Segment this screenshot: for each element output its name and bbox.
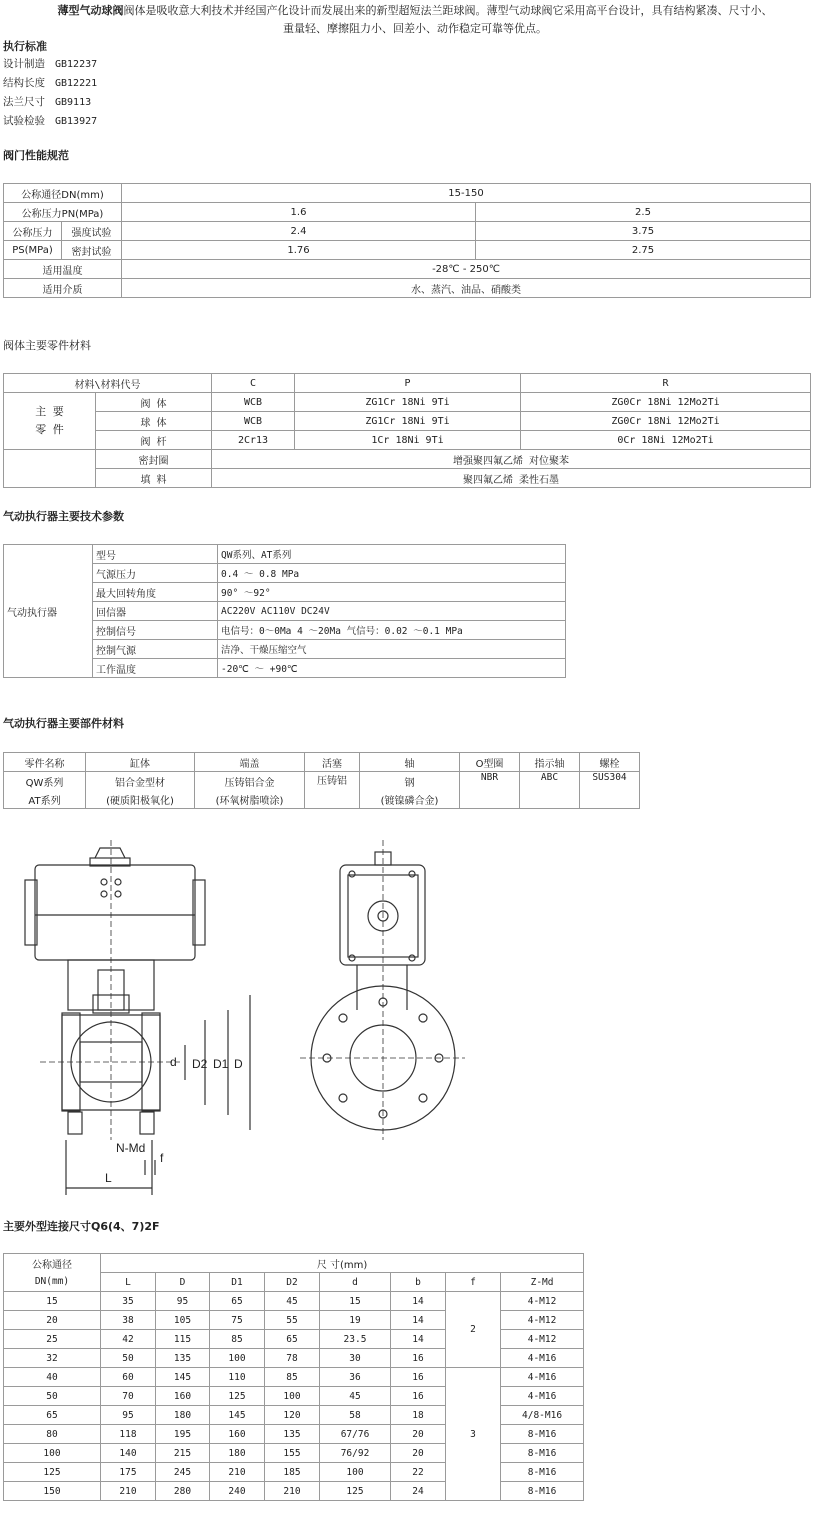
actuator-group: 气动执行器 <box>4 545 93 678</box>
dim-cell: 150 <box>4 1482 101 1501</box>
param-key: 最大回转角度 <box>93 583 218 602</box>
seal-value: 2.75 <box>476 241 811 260</box>
dim-cell: 4-M16 <box>501 1387 584 1406</box>
ps-unit: PS(MPa) <box>4 241 62 260</box>
intro-text-line2: 重量轻、摩擦阻力小、回差小、动作稳定可靠等优点。 <box>283 22 547 35</box>
endcap-note: (环氧树脂喷涂) <box>195 790 305 809</box>
material-r: ZG0Cr 18Ni 12Mo2Ti <box>521 412 811 431</box>
dim-cell: 45 <box>320 1387 391 1406</box>
temp-value: -28℃ - 250℃ <box>122 260 811 279</box>
parts-title: 气动执行器主要部件材料 <box>3 717 124 730</box>
standards-title: 执行标准 <box>3 40 47 53</box>
material-p: ZG1Cr 18Ni 9Ti <box>295 393 521 412</box>
dim-cell: 15 <box>320 1292 391 1311</box>
side-view <box>300 840 465 1140</box>
piston-material: 压铸铝 <box>305 772 360 809</box>
parts-header: 端盖 <box>195 753 305 772</box>
dim-cell: 8-M16 <box>501 1444 584 1463</box>
dim-cell: 95 <box>101 1406 156 1425</box>
dim-cell: 15 <box>4 1292 101 1311</box>
param-value: QW系列、AT系列 <box>218 545 566 564</box>
table-row <box>4 1368 584 1387</box>
strength-value: 2.4 <box>122 222 476 241</box>
dim-cell: 18 <box>391 1406 446 1425</box>
table-row <box>4 1292 584 1311</box>
material-r: ZG0Cr 18Ni 12Mo2Ti <box>521 393 811 412</box>
param-value: 电信号：0～0Ma 4 ～20Ma 气信号：0.02 ～0.1 MPa <box>218 621 566 640</box>
shaft-note: (镀镍磷合金) <box>360 790 460 809</box>
dim-cell: 240 <box>210 1482 265 1501</box>
dim-cell: 85 <box>210 1330 265 1349</box>
dim-cell: 23.5 <box>320 1330 391 1349</box>
dim-cell: 4/8-M16 <box>501 1406 584 1425</box>
f-group-cell: 2 <box>446 1292 501 1368</box>
dim-cell: 76/92 <box>320 1444 391 1463</box>
dim-cell: 215 <box>156 1444 210 1463</box>
pn-value: 2.5 <box>476 203 811 222</box>
dim-cell: 24 <box>391 1482 446 1501</box>
dim-cell: 35 <box>101 1292 156 1311</box>
dim-cell: 16 <box>391 1387 446 1406</box>
col-header: D2 <box>265 1273 320 1292</box>
pn-value: 1.6 <box>122 203 476 222</box>
dim-cell: 210 <box>210 1463 265 1482</box>
dim-cell: 16 <box>391 1368 446 1387</box>
dim-label-d2: D2 <box>192 1057 208 1071</box>
dim-cell: 32 <box>4 1349 101 1368</box>
strength-value: 3.75 <box>476 222 811 241</box>
dim-cell: 245 <box>156 1463 210 1482</box>
dim-cell: 19 <box>320 1311 391 1330</box>
dim-cell: 25 <box>4 1330 101 1349</box>
dim-cell: 30 <box>320 1349 391 1368</box>
dim-cell: 38 <box>101 1311 156 1330</box>
col-header: D <box>156 1273 210 1292</box>
dim-cell: 125 <box>210 1387 265 1406</box>
param-key: 气源压力 <box>93 564 218 583</box>
dimension-labels <box>105 1055 243 1185</box>
dim-cell: 65 <box>4 1406 101 1425</box>
seal-label: 密封试验 <box>62 241 122 260</box>
dim-cell: 70 <box>101 1387 156 1406</box>
bolt-material: SUS304 <box>580 772 640 809</box>
dim-cell: 42 <box>101 1330 156 1349</box>
seal-value: 1.76 <box>122 241 476 260</box>
parts-header: 缸体 <box>86 753 195 772</box>
actuator-title: 气动执行器主要技术参数 <box>3 510 124 523</box>
param-value: 洁净、干燥压缩空气 <box>218 640 566 659</box>
dim-cell: 135 <box>156 1349 210 1368</box>
dim-cell: 58 <box>320 1406 391 1425</box>
medium-value: 水、蒸汽、油品、硝酸类 <box>122 279 811 298</box>
dims-title: 主要外型连接尺寸Q6(4、7)2F <box>3 1220 160 1233</box>
dim-cell: 180 <box>156 1406 210 1425</box>
dim-cell: 78 <box>265 1349 320 1368</box>
dim-label-D: D <box>234 1057 243 1071</box>
dim-cell: 22 <box>391 1463 446 1482</box>
dim-cell: 85 <box>265 1368 320 1387</box>
materials-title: 阀体主要零件材料 <box>3 339 91 352</box>
dim-cell: 14 <box>391 1330 446 1349</box>
strength-label: 强度试验 <box>62 222 122 241</box>
dim-cell: 140 <box>101 1444 156 1463</box>
dim-cell: 14 <box>391 1311 446 1330</box>
dim-cell: 50 <box>4 1387 101 1406</box>
dim-label-d1: D1 <box>213 1057 229 1071</box>
dim-cell: 4-M12 <box>501 1311 584 1330</box>
indicator-material: ABC <box>520 772 580 809</box>
param-key: 回信器 <box>93 602 218 621</box>
dim-cell: 160 <box>210 1425 265 1444</box>
part-name: 阀 体 <box>96 393 212 412</box>
materials-header: R <box>521 374 811 393</box>
material-p: 1Cr 18Ni 9Ti <box>295 431 521 450</box>
param-value: -20℃ ～ +90℃ <box>218 659 566 678</box>
dim-cell: 67/76 <box>320 1425 391 1444</box>
medium-label: 适用介质 <box>4 279 122 298</box>
dim-cell: 180 <box>210 1444 265 1463</box>
dim-cell: 105 <box>156 1311 210 1330</box>
dim-cell: 110 <box>210 1368 265 1387</box>
dim-cell: 16 <box>391 1349 446 1368</box>
dim-cell: 125 <box>4 1463 101 1482</box>
actuator-table <box>3 544 566 678</box>
series-name: QW系列 <box>4 772 86 791</box>
series-name: AT系列 <box>4 790 86 809</box>
col-header: d <box>320 1273 391 1292</box>
parts-header: 零件名称 <box>4 753 86 772</box>
material-p: ZG1Cr 18Ni 9Ti <box>295 412 521 431</box>
size-header: 尺 寸(mm) <box>101 1254 584 1273</box>
material-r: 0Cr 18Ni 12Mo2Ti <box>521 431 811 450</box>
dim-cell: 14 <box>391 1292 446 1311</box>
dim-cell: 8-M16 <box>501 1463 584 1482</box>
cylinder-note: (硬质阳极氧化) <box>86 790 195 809</box>
oring-material: NBR <box>460 772 520 809</box>
packing-material: 聚四氟乙烯 柔性石墨 <box>212 469 811 488</box>
dim-cell: 36 <box>320 1368 391 1387</box>
dim-cell: 210 <box>265 1482 320 1501</box>
dim-cell: 100 <box>320 1463 391 1482</box>
material-c: 2Cr13 <box>212 431 295 450</box>
dim-cell: 145 <box>210 1406 265 1425</box>
dim-cell: 125 <box>320 1482 391 1501</box>
endcap-material: 压铸铝合金 <box>195 772 305 791</box>
seal-material: 增强聚四氟乙烯 对位聚苯 <box>212 450 811 469</box>
dim-cell: 20 <box>4 1311 101 1330</box>
dim-cell: 160 <box>156 1387 210 1406</box>
part-name: 填 料 <box>96 469 212 488</box>
standard-item: 试验检验 GB13927 <box>3 115 98 127</box>
materials-header: P <box>295 374 521 393</box>
dim-cell: 100 <box>210 1349 265 1368</box>
standard-item: 法兰尺寸 GB9113 <box>3 96 92 108</box>
col-header: Z-Md <box>501 1273 584 1292</box>
part-name: 球 体 <box>96 412 212 431</box>
param-value: AC220V AC110V DC24V <box>218 602 566 621</box>
standard-item: 设计制造 GB12237 <box>3 58 98 70</box>
dim-cell: 4-M16 <box>501 1349 584 1368</box>
dim-cell: 135 <box>265 1425 320 1444</box>
parts-header: 螺栓 <box>580 753 640 772</box>
dim-cell: 65 <box>265 1330 320 1349</box>
parts-header: O型圈 <box>460 753 520 772</box>
dim-cell: 120 <box>265 1406 320 1425</box>
part-name: 阀 杆 <box>96 431 212 450</box>
col-header: D1 <box>210 1273 265 1292</box>
standards-list <box>3 55 97 131</box>
dims-body <box>4 1292 584 1501</box>
dim-cell: 4-M16 <box>501 1368 584 1387</box>
dim-cell: 100 <box>4 1444 101 1463</box>
dim-cell: 45 <box>265 1292 320 1311</box>
dim-cell: 20 <box>391 1425 446 1444</box>
dim-cell: 115 <box>156 1330 210 1349</box>
parts-header: 指示轴 <box>520 753 580 772</box>
param-key: 控制信号 <box>93 621 218 640</box>
temp-label: 适用温度 <box>4 260 122 279</box>
dim-cell: 60 <box>101 1368 156 1387</box>
dim-cell: 4-M12 <box>501 1292 584 1311</box>
materials-header: C <box>212 374 295 393</box>
dim-cell: 195 <box>156 1425 210 1444</box>
dim-cell: 8-M16 <box>501 1482 584 1501</box>
parts-table <box>3 752 640 809</box>
dim-cell: 8-M16 <box>501 1425 584 1444</box>
dn-label: 公称通径DN(mm) <box>4 184 122 203</box>
perf-table <box>3 183 811 298</box>
materials-table <box>3 373 811 488</box>
param-key: 工作温度 <box>93 659 218 678</box>
col-header: f <box>446 1273 501 1292</box>
dim-cell: 280 <box>156 1482 210 1501</box>
dim-cell: 155 <box>265 1444 320 1463</box>
dim-cell: 55 <box>265 1311 320 1330</box>
dim-label-d: d <box>170 1055 177 1069</box>
param-value: 0.4 ～ 0.8 MPa <box>218 564 566 583</box>
dim-label-nmd: N-Md <box>116 1141 146 1155</box>
dim-label-L: L <box>105 1171 112 1185</box>
dn-unit-header: DN(mm) <box>4 1273 101 1292</box>
param-key: 控制气源 <box>93 640 218 659</box>
dim-cell: 185 <box>265 1463 320 1482</box>
param-value: 90° ～92° <box>218 583 566 602</box>
perf-title: 阀门性能规范 <box>3 149 69 162</box>
dim-cell: 145 <box>156 1368 210 1387</box>
dim-cell: 20 <box>391 1444 446 1463</box>
part-name: 密封圈 <box>96 450 212 469</box>
intro-paragraph <box>20 2 810 38</box>
dim-cell: 210 <box>101 1482 156 1501</box>
dim-cell: 50 <box>101 1349 156 1368</box>
dim-cell: 118 <box>101 1425 156 1444</box>
parts-header: 活塞 <box>305 753 360 772</box>
dn-header: 公称通径 <box>4 1254 101 1273</box>
materials-group: 主 要 零 件 <box>4 393 96 450</box>
dim-cell: 100 <box>265 1387 320 1406</box>
dim-cell: 80 <box>4 1425 101 1444</box>
dim-cell: 65 <box>210 1292 265 1311</box>
standard-item: 结构长度 GB12221 <box>3 77 98 89</box>
dim-label-f: f <box>160 1151 164 1165</box>
col-header: b <box>391 1273 446 1292</box>
product-name: 薄型气动球阀 <box>57 4 124 17</box>
pn-label: 公称压力PN(MPa) <box>4 203 122 222</box>
materials-header: 材料\材料代号 <box>4 374 212 393</box>
dims-table <box>3 1253 584 1501</box>
dim-cell: 95 <box>156 1292 210 1311</box>
dim-cell: 4-M12 <box>501 1330 584 1349</box>
dim-cell: 75 <box>210 1311 265 1330</box>
dim-cell: 40 <box>4 1368 101 1387</box>
col-header: L <box>101 1273 156 1292</box>
intro-text: 阀体是吸收意大利技术并经国产化设计而发展出来的新型超短法兰距球阀。薄型气动球阀它采用高平台设计，具有结构紧凑、尺寸小、 <box>123 4 773 17</box>
material-c: WCB <box>212 412 295 431</box>
dim-cell: 175 <box>101 1463 156 1482</box>
parts-header: 轴 <box>360 753 460 772</box>
ps-label: 公称压力 <box>4 222 62 241</box>
dn-value: 15-150 <box>122 184 811 203</box>
f-group-cell: 3 <box>446 1368 501 1501</box>
shaft-material: 钢 <box>360 772 460 791</box>
valve-drawing <box>0 830 470 1205</box>
param-key: 型号 <box>93 545 218 564</box>
cylinder-material: 铝合金型材 <box>86 772 195 791</box>
material-c: WCB <box>212 393 295 412</box>
